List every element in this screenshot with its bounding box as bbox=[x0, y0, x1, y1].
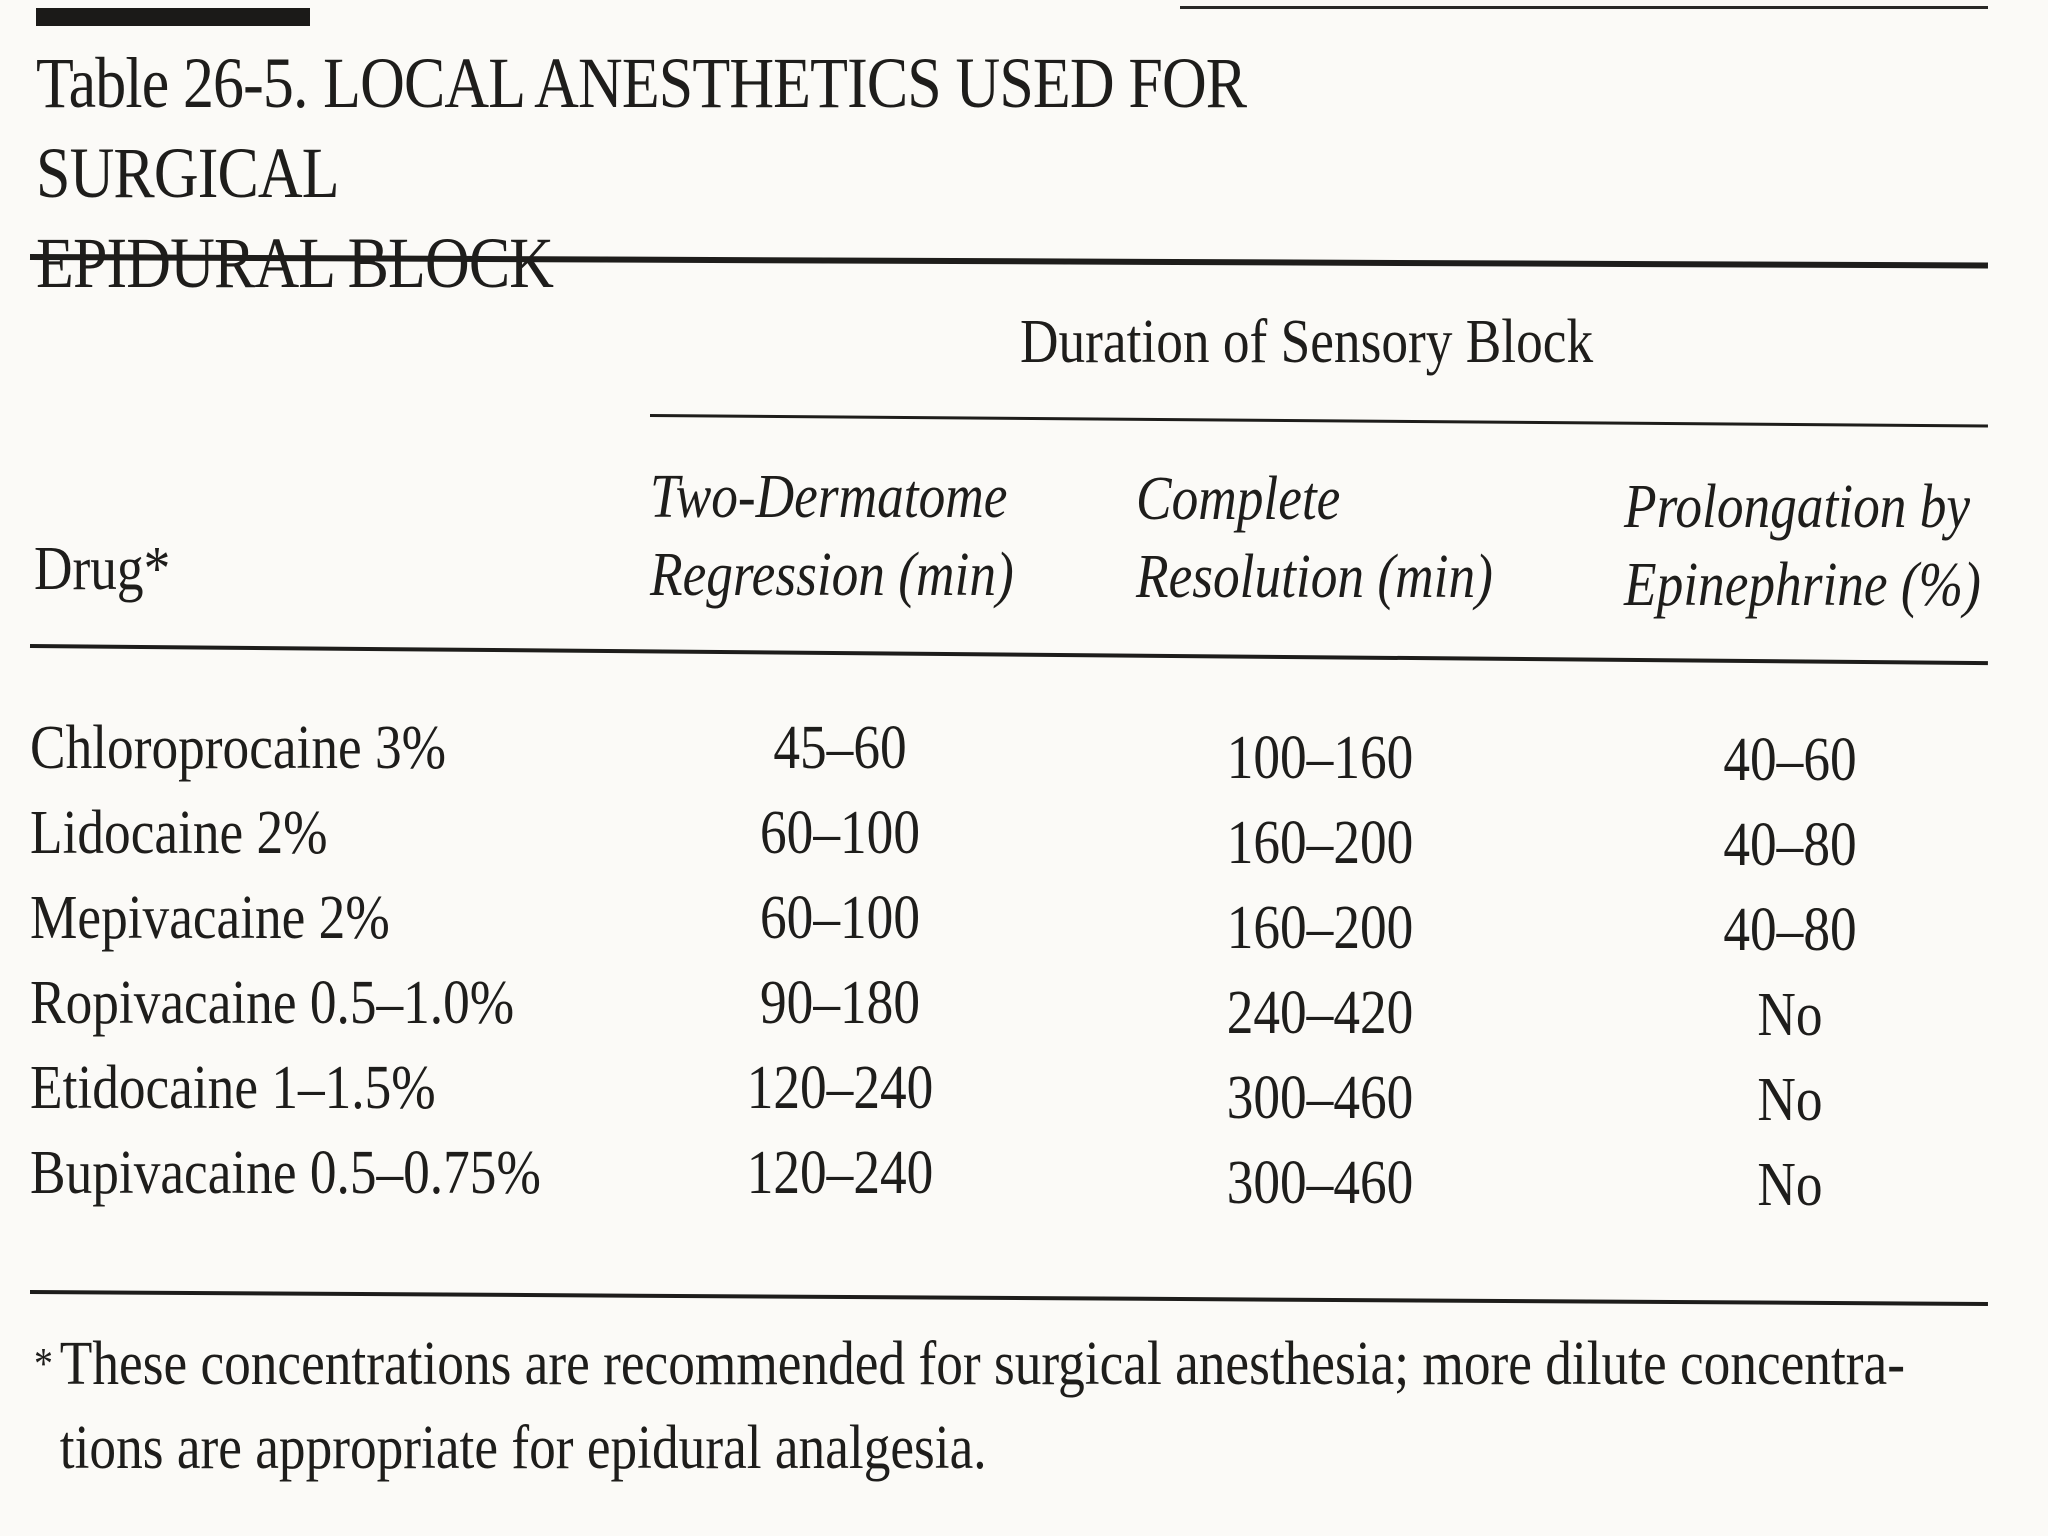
column-header-two-dermatome bbox=[650, 458, 1014, 614]
prolongation-cell: 40–80 bbox=[1723, 811, 1857, 879]
drug-cell: Ropivacaine 0.5–1.0% bbox=[30, 969, 515, 1037]
complete-resolution-cell: 160–200 bbox=[1226, 809, 1414, 877]
group-header-rule bbox=[650, 414, 1988, 428]
column-header-drug-label: Drug* bbox=[34, 535, 171, 603]
footnote-text-1: These concentrations are recommended for surgical anesthesia; more dilute concentra- bbox=[59, 1330, 1905, 1398]
two-dermatome-cell: 45–60 bbox=[773, 714, 907, 782]
table-title-line-1 bbox=[36, 38, 1498, 218]
table-title-line-2: EPIDURAL BLOCK bbox=[36, 223, 554, 303]
complete-resolution-cell: 300–460 bbox=[1226, 1064, 1414, 1132]
footnote-mark: * bbox=[34, 1339, 53, 1388]
table-row bbox=[0, 961, 2048, 1049]
complete-resolution-cell: 300–460 bbox=[1226, 1149, 1414, 1217]
table-row bbox=[0, 706, 2048, 794]
table-row bbox=[0, 1131, 2048, 1219]
table-row bbox=[0, 791, 2048, 879]
table-footnote bbox=[34, 1322, 1905, 1490]
two-dermatome-cell: 120–240 bbox=[746, 1139, 934, 1207]
table-row bbox=[0, 876, 2048, 964]
drug-cell: Chloroprocaine 3% bbox=[30, 714, 447, 782]
column-header-two-dermatome-line-2: Regression (min) bbox=[650, 541, 1014, 609]
column-header-prolongation-line-2: Epinephrine (%) bbox=[1624, 551, 1981, 619]
column-header-complete-line-1: Complete bbox=[1136, 465, 1341, 533]
table-title bbox=[36, 38, 1498, 308]
prolongation-cell: No bbox=[1757, 981, 1823, 1049]
two-dermatome-cell: 60–100 bbox=[760, 884, 920, 952]
table-bottom-rule bbox=[30, 1290, 1988, 1306]
prolongation-cell: 40–60 bbox=[1723, 726, 1857, 794]
complete-resolution-cell: 160–200 bbox=[1226, 894, 1414, 962]
two-dermatome-cell: 60–100 bbox=[760, 799, 920, 867]
prolongation-cell: No bbox=[1757, 1151, 1823, 1219]
column-header-complete-line-2: Resolution (min) bbox=[1136, 543, 1493, 611]
top-decorative-bar bbox=[36, 8, 310, 26]
column-header-two-dermatome-line-1: Two-Dermatome bbox=[650, 463, 1008, 531]
drug-cell: Lidocaine 2% bbox=[30, 799, 328, 867]
column-header-prolongation-line-1: Prolongation by bbox=[1624, 473, 1971, 541]
drug-cell: Mepivacaine 2% bbox=[30, 884, 390, 952]
complete-resolution-cell: 100–160 bbox=[1226, 724, 1414, 792]
table-label: Table 26-5. bbox=[36, 43, 308, 123]
group-header-duration: Duration of Sensory Block bbox=[1020, 308, 1594, 376]
prolongation-cell: 40–80 bbox=[1723, 896, 1857, 964]
column-header-drug bbox=[34, 530, 170, 608]
column-header-complete-resolution bbox=[1136, 460, 1493, 616]
two-dermatome-cell: 90–180 bbox=[760, 969, 920, 1037]
top-rule bbox=[1180, 6, 1988, 9]
table-row bbox=[0, 1046, 2048, 1134]
header-bottom-rule bbox=[30, 644, 1988, 665]
table-body bbox=[0, 706, 2048, 1219]
drug-cell: Etidocaine 1–1.5% bbox=[30, 1054, 436, 1122]
column-header-prolongation bbox=[1624, 468, 1981, 624]
footnote-line-2: tions are appropriate for epidural analgesia. bbox=[59, 1414, 987, 1482]
complete-resolution-cell: 240–420 bbox=[1226, 979, 1414, 1047]
table-title-text-1: LOCAL ANESTHETICS USED FOR SURGICAL bbox=[36, 43, 1247, 213]
drug-cell: Bupivacaine 0.5–0.75% bbox=[30, 1139, 541, 1207]
two-dermatome-cell: 120–240 bbox=[746, 1054, 934, 1122]
footnote-line-1 bbox=[34, 1322, 1905, 1406]
prolongation-cell: No bbox=[1757, 1066, 1823, 1134]
